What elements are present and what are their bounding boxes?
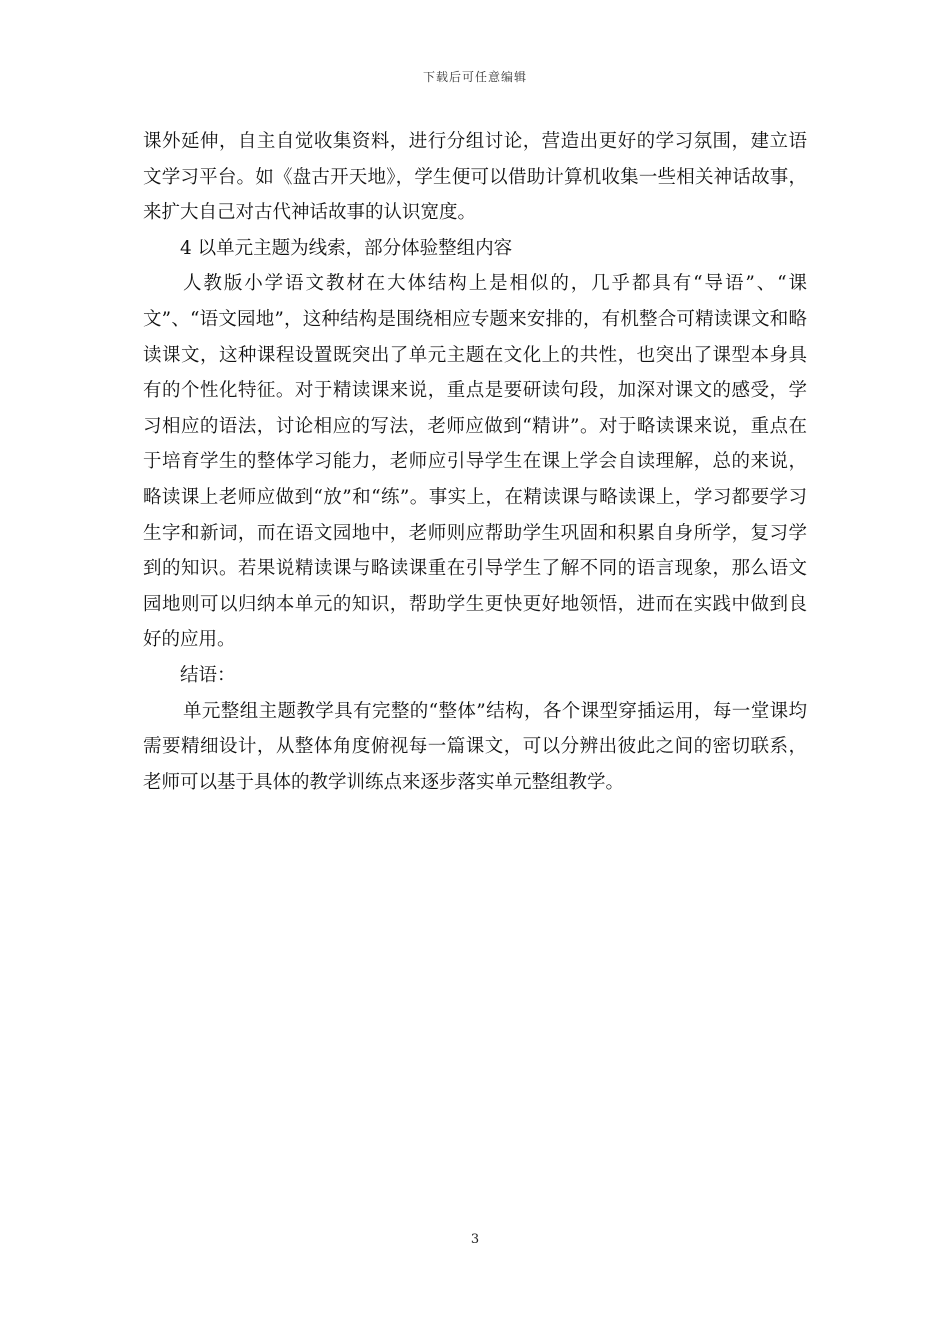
document-body	[143, 124, 807, 800]
paragraph-continuation: 课外延伸，自主自觉收集资料，进行分组讨论，营造出更好的学习氛围，建立语文学习平台。如《盘古开天地》，学生便可以借助计算机收集一些相关神话故事，来扩大自己对古代神话故事的认识宽度。	[143, 131, 807, 224]
page-header: 下载后可任意编辑	[422, 70, 527, 84]
section-heading: 4 以单元主题为线索，部分体验整组内容	[180, 237, 513, 259]
paragraph-conclusion: 单元整组主题教学具有完整的“整体”结构，各个课型穿插运用，每一堂课均需要精细设计，从整体角度俯视每一篇课文，可以分辨出彼此之间的密切联系，老师可以基于具体的教学训练点来逐步落实单元整组教学。	[143, 700, 807, 793]
paragraph-textbook-structure: 人教版小学语文教材在大体结构上是相似的，几乎都具有“导语”、“课文”、“语文园地”，这种结构是围绕相应专题来安排的，有机整合可精读课文和略读课文，这种课程设置既突出了单元主题在文化上的共性，也突出了课型本身具有的个性化特征。对于精读课来说，重点是要研读句段，加深对课文的感受，学习相应的语法，讨论相应的写法，老师应做到“精讲”。对于略读课来说，重点在于培育学生的整体学习能力，老师应引导学生在课上学会自读理解，总的来说，略读课上老师应做到“放”和“练”。事实上，在精读课与略读课上，学习都要学习生字和新词，而在语文园地中，老师则应帮助学生巩固和积累自身所学，复习学到的知识。若果说精读课与略读课重在引导学生了解不同的语言现象，那么语文园地则可以归纳本单元的知识，帮助学生更快更好地领悟，进而在实践中做到良好的应用。	[143, 273, 807, 651]
conclusion-heading: 结语：	[180, 664, 236, 686]
page-number: 3	[470, 1232, 480, 1247]
